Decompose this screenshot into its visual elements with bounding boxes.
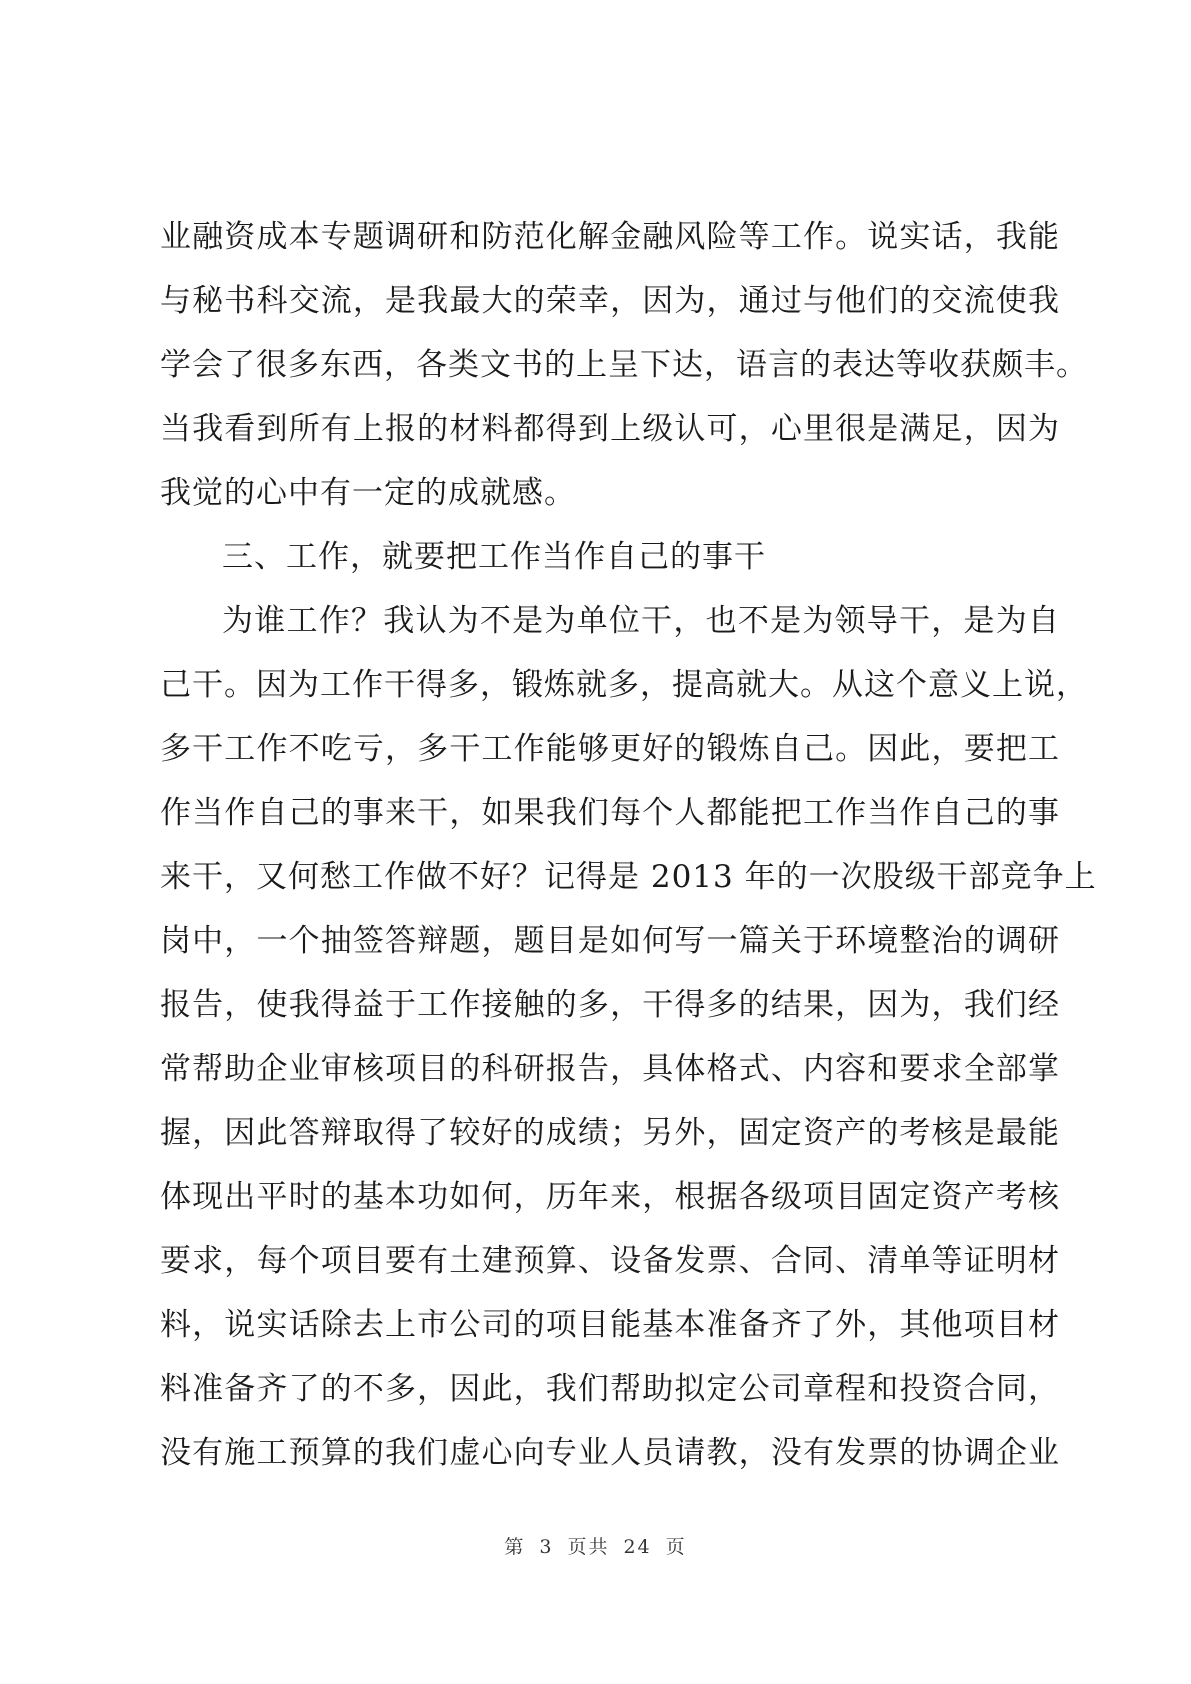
text-line: 体现出平时的基本功如何，历年来，根据各级项目固定资产考核 xyxy=(160,1179,1060,1215)
text-line: 己干。因为工作干得多，锻炼就多，提高就大。从这个意义上说， xyxy=(160,667,1088,703)
text-line: 料准备齐了的不多，因此，我们帮助拟定公司章程和投资合同， xyxy=(160,1371,1060,1407)
text-line: 常帮助企业审核项目的科研报告，具体格式、内容和要求全部掌 xyxy=(160,1051,1060,1087)
text-line: 握，因此答辩取得了较好的成绩；另外，固定资产的考核是最能 xyxy=(160,1115,1060,1151)
document-body xyxy=(160,205,1097,1485)
footer-current-page: 3 xyxy=(539,1536,554,1558)
footer-middle: 页共 xyxy=(567,1536,610,1558)
text-line: 岗中，一个抽签答辩题，题目是如何写一篇关于环境整治的调研 xyxy=(160,923,1060,959)
text-line: 报告，使我得益于工作接触的多，干得多的结果，因为，我们经 xyxy=(160,987,1060,1023)
text-line: 多干工作不吃亏，多干工作能够更好的锻炼自己。因此，要把工 xyxy=(160,731,1060,767)
text-line: 来干，又何愁工作做不好？记得是 2013 年的一次股级干部竞争上 xyxy=(160,859,1097,895)
text-line: 学会了很多东西，各类文书的上呈下达，语言的表达等收获颇丰。 xyxy=(160,347,1088,383)
footer-prefix: 第 xyxy=(504,1536,526,1558)
text-line: 三、工作，就要把工作当作自己的事干 xyxy=(222,539,766,575)
text-line: 要求，每个项目要有土建预算、设备发票、合同、清单等证明材 xyxy=(160,1243,1060,1279)
text-line: 业融资成本专题调研和防范化解金融风险等工作。说实话，我能 xyxy=(160,219,1060,255)
footer-total-pages: 24 xyxy=(623,1536,652,1558)
text-line: 为谁工作？我认为不是为单位干，也不是为领导干，是为自 xyxy=(222,603,1060,639)
text-line: 与秘书科交流，是我最大的荣幸，因为，通过与他们的交流使我 xyxy=(160,283,1060,319)
page-footer xyxy=(0,1532,1191,1559)
text-line: 我觉的心中有一定的成就感。 xyxy=(160,475,576,511)
text-line: 当我看到所有上报的材料都得到上级认可，心里很是满足，因为 xyxy=(160,411,1060,447)
text-line: 料，说实话除去上市公司的项目能基本准备齐了外，其他项目材 xyxy=(160,1307,1060,1343)
footer-suffix: 页 xyxy=(665,1536,687,1558)
text-line: 作当作自己的事来干，如果我们每个人都能把工作当作自己的事 xyxy=(160,795,1060,831)
text-line: 没有施工预算的我们虚心向专业人员请教，没有发票的协调企业 xyxy=(160,1435,1060,1471)
